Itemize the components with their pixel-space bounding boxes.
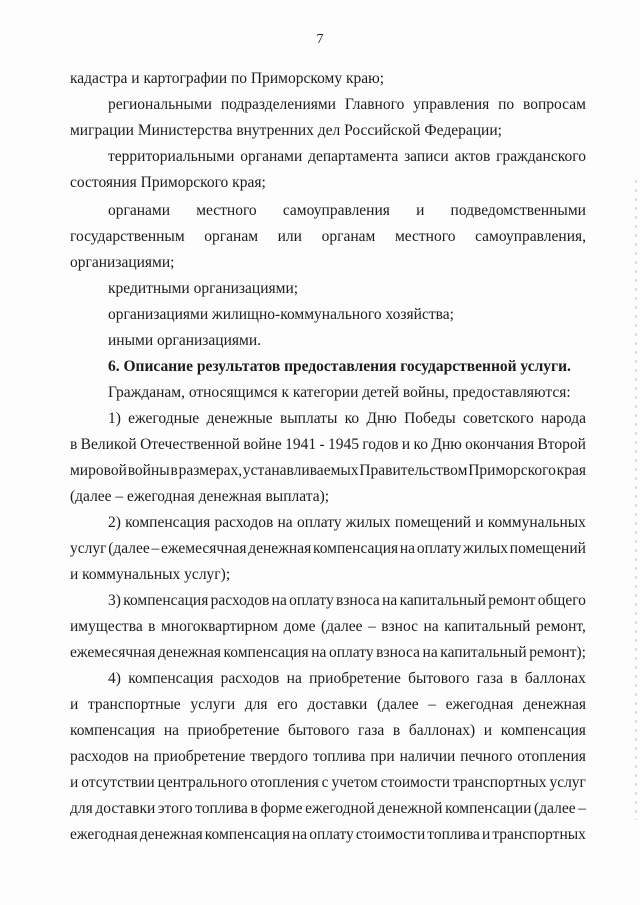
text-line: компенсация на приобретение бытового газа в баллонах) и компенсация [70, 722, 586, 739]
text-line: имущества в многоквартирном доме (далее – взнос на капитальный ремонт, [70, 618, 586, 635]
text-line: ежемесячная денежная компенсация на оплату взноса на капитальный ремонт); [70, 644, 586, 661]
text-line: 2) компенсация расходов на оплату жилых помещений и коммунальных [108, 514, 586, 531]
text-line: и коммунальных услуг); [70, 566, 231, 583]
text-line: состояния Приморского края; [70, 174, 266, 191]
text-line: (далее – ежегодная денежная выплата); [70, 488, 330, 505]
text-line: организациями жилищно-коммунального хозяйства; [108, 306, 454, 323]
text-line: и транспортные услуги для его доставки (далее – ежегодная денежная [70, 696, 586, 713]
text-line: 4) компенсация расходов на приобретение бытового газа в баллонах [108, 670, 586, 687]
text-line: региональными подразделениями Главного управления по вопросам [108, 96, 586, 113]
text-line: 1) ежегодные денежные выплаты ко Дню Победы советского народа [108, 410, 586, 427]
scan-edge-mark [635, 180, 637, 820]
text-line: мировой войны в размерах, устанавливаемых Правительством Приморского края [70, 462, 586, 479]
text-line: органами местного самоуправления и подведомственными [108, 202, 586, 219]
text-line: государственным органам или органам местного самоуправления, [70, 228, 586, 245]
text-line: 6. Описание результатов предоставления государственной услуги. [108, 358, 571, 375]
text-line: кадастра и картографии по Приморскому краю; [70, 70, 385, 87]
text-line: ежегодная денежная компенсация на оплату стоимости топлива и транспортных [70, 826, 586, 843]
text-line: иными организациями. [108, 332, 262, 349]
text-line: в Великой Отечественной войне 1941 - 1945 годов и ко Дню окончания Второй [70, 436, 586, 453]
text-line: и отсутствии центрального отопления с учетом стоимости транспортных услуг [70, 774, 586, 791]
text-line: миграции Министерства внутренних дел Российской Федерации; [70, 122, 502, 139]
text-line: расходов на приобретение твердого топлива при наличии печного отопления [70, 748, 586, 765]
text-line: территориальными органами департамента записи актов гражданского [108, 148, 586, 165]
text-line: услуг (далее – ежемесячная денежная компенсация на оплату жилых помещений [70, 540, 586, 557]
text-line: кредитными организациями; [108, 280, 299, 297]
text-line: Гражданам, относящимся к категории детей войны, предоставляются: [108, 384, 571, 401]
text-line: для доставки этого топлива в форме ежегодной денежной компенсации (далее – [70, 800, 586, 817]
text-line: 3) компенсация расходов на оплату взноса на капитальный ремонт общего [108, 592, 586, 609]
text-line: организациями; [70, 254, 175, 271]
page-number: 7 [316, 32, 324, 47]
